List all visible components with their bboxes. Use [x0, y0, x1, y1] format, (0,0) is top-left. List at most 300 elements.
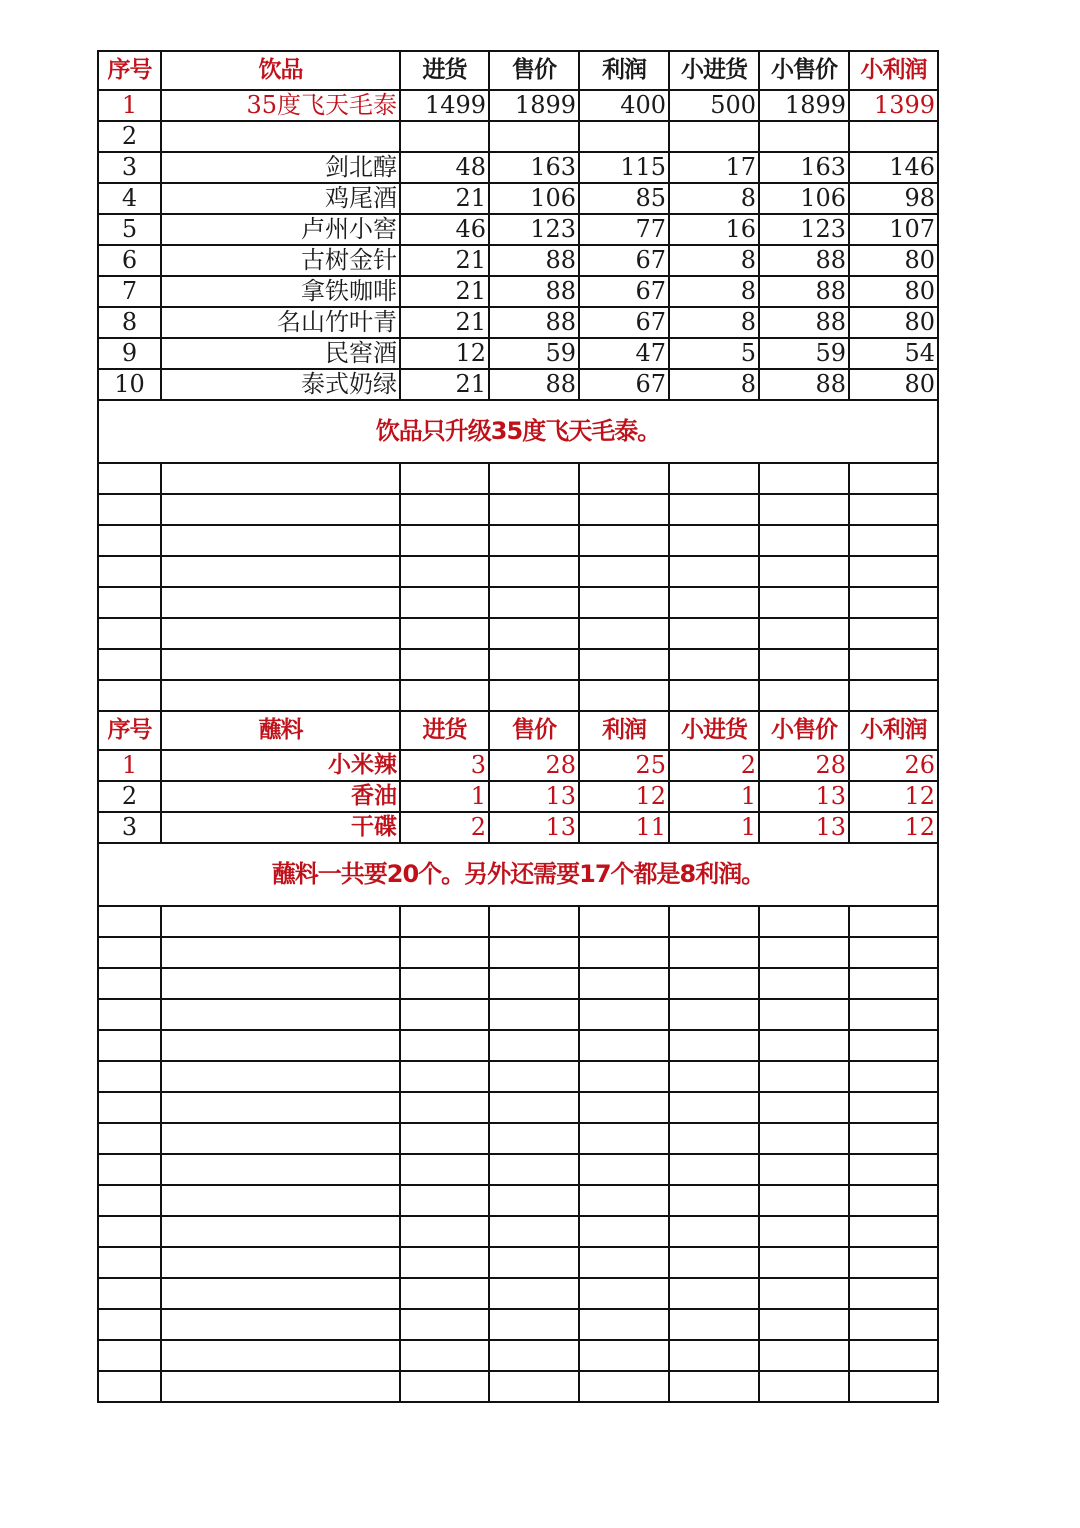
empty-cell[interactable]	[579, 999, 669, 1030]
cell-price[interactable]: 13	[489, 781, 579, 812]
empty-cell[interactable]	[489, 649, 579, 680]
empty-cell[interactable]	[400, 587, 489, 618]
empty-cell[interactable]	[98, 1371, 161, 1402]
empty-cell[interactable]	[849, 1092, 938, 1123]
empty-cell[interactable]	[849, 680, 938, 711]
header-cost[interactable]: 进货	[400, 51, 489, 90]
empty-cell[interactable]	[669, 494, 759, 525]
empty-cell[interactable]	[400, 556, 489, 587]
empty-cell[interactable]	[161, 999, 400, 1030]
empty-cell[interactable]	[98, 587, 161, 618]
header-small-profit[interactable]: 小利润	[849, 51, 938, 90]
cell-price[interactable]: 59	[489, 338, 579, 369]
cell-name[interactable]: 拿铁咖啡	[161, 276, 400, 307]
cell-small-profit[interactable]: 107	[849, 214, 938, 245]
empty-cell[interactable]	[489, 618, 579, 649]
empty-cell[interactable]	[161, 906, 400, 937]
cell-cost[interactable]: 21	[400, 307, 489, 338]
empty-cell[interactable]	[849, 1278, 938, 1309]
empty-cell[interactable]	[400, 494, 489, 525]
empty-cell[interactable]	[400, 1092, 489, 1123]
empty-cell[interactable]	[98, 1154, 161, 1185]
empty-cell[interactable]	[98, 1123, 161, 1154]
empty-cell[interactable]	[759, 999, 849, 1030]
empty-cell[interactable]	[759, 1247, 849, 1278]
cell-small-profit[interactable]: 54	[849, 338, 938, 369]
empty-cell[interactable]	[849, 1154, 938, 1185]
empty-cell[interactable]	[579, 968, 669, 999]
empty-cell[interactable]	[579, 649, 669, 680]
cell-price[interactable]	[489, 121, 579, 152]
empty-cell[interactable]	[161, 1154, 400, 1185]
cell-small-profit[interactable]: 12	[849, 812, 938, 843]
empty-cell[interactable]	[669, 1340, 759, 1371]
empty-cell[interactable]	[98, 999, 161, 1030]
cell-price[interactable]: 28	[489, 750, 579, 781]
cell-price[interactable]: 13	[489, 812, 579, 843]
empty-cell[interactable]	[759, 1309, 849, 1340]
empty-cell[interactable]	[161, 494, 400, 525]
empty-cell[interactable]	[98, 1185, 161, 1216]
empty-cell[interactable]	[161, 1340, 400, 1371]
cell-name[interactable]: 干碟	[161, 812, 400, 843]
empty-cell[interactable]	[489, 937, 579, 968]
cell-profit[interactable]	[579, 121, 669, 152]
empty-cell[interactable]	[161, 1030, 400, 1061]
empty-cell[interactable]	[98, 463, 161, 494]
cell-profit[interactable]: 67	[579, 307, 669, 338]
cell-price[interactable]: 106	[489, 183, 579, 214]
empty-cell[interactable]	[98, 680, 161, 711]
empty-cell[interactable]	[759, 680, 849, 711]
empty-cell[interactable]	[669, 618, 759, 649]
empty-cell[interactable]	[759, 649, 849, 680]
empty-cell[interactable]	[489, 1340, 579, 1371]
empty-cell[interactable]	[759, 1340, 849, 1371]
cell-cost[interactable]: 21	[400, 183, 489, 214]
empty-cell[interactable]	[849, 968, 938, 999]
empty-cell[interactable]	[161, 649, 400, 680]
cell-index[interactable]: 1	[98, 750, 161, 781]
header-cost[interactable]: 进货	[400, 711, 489, 750]
cell-profit[interactable]: 11	[579, 812, 669, 843]
empty-cell[interactable]	[579, 937, 669, 968]
header-drink[interactable]: 饮品	[161, 51, 400, 90]
empty-cell[interactable]	[579, 525, 669, 556]
header-index[interactable]: 序号	[98, 711, 161, 750]
header-index[interactable]: 序号	[98, 51, 161, 90]
empty-cell[interactable]	[400, 1185, 489, 1216]
empty-cell[interactable]	[161, 1278, 400, 1309]
empty-cell[interactable]	[98, 1309, 161, 1340]
empty-cell[interactable]	[489, 1061, 579, 1092]
empty-cell[interactable]	[669, 1092, 759, 1123]
cell-small-cost[interactable]: 1	[669, 781, 759, 812]
cell-small-cost[interactable]: 1	[669, 812, 759, 843]
empty-cell[interactable]	[161, 1371, 400, 1402]
empty-cell[interactable]	[161, 525, 400, 556]
cell-small-profit[interactable]: 80	[849, 276, 938, 307]
empty-cell[interactable]	[849, 1185, 938, 1216]
empty-cell[interactable]	[489, 1185, 579, 1216]
empty-cell[interactable]	[669, 649, 759, 680]
empty-cell[interactable]	[489, 968, 579, 999]
cell-price[interactable]: 88	[489, 307, 579, 338]
empty-cell[interactable]	[849, 494, 938, 525]
empty-cell[interactable]	[759, 1123, 849, 1154]
empty-cell[interactable]	[849, 587, 938, 618]
empty-cell[interactable]	[669, 968, 759, 999]
empty-cell[interactable]	[759, 1216, 849, 1247]
empty-cell[interactable]	[759, 494, 849, 525]
header-price[interactable]: 售价	[489, 711, 579, 750]
empty-cell[interactable]	[579, 494, 669, 525]
cell-cost[interactable]: 46	[400, 214, 489, 245]
empty-cell[interactable]	[849, 1030, 938, 1061]
cell-name[interactable]: 35度飞天毛泰	[161, 90, 400, 121]
empty-cell[interactable]	[759, 968, 849, 999]
cell-small-profit[interactable]: 1399	[849, 90, 938, 121]
empty-cell[interactable]	[400, 1247, 489, 1278]
cell-small-profit[interactable]	[849, 121, 938, 152]
empty-cell[interactable]	[400, 618, 489, 649]
empty-cell[interactable]	[759, 937, 849, 968]
cell-index[interactable]: 2	[98, 121, 161, 152]
empty-cell[interactable]	[400, 999, 489, 1030]
empty-cell[interactable]	[400, 463, 489, 494]
header-small-profit[interactable]: 小利润	[849, 711, 938, 750]
cell-cost[interactable]: 1	[400, 781, 489, 812]
header-price[interactable]: 售价	[489, 51, 579, 90]
empty-cell[interactable]	[98, 1216, 161, 1247]
empty-cell[interactable]	[98, 1092, 161, 1123]
empty-cell[interactable]	[579, 1278, 669, 1309]
cell-cost[interactable]: 3	[400, 750, 489, 781]
empty-cell[interactable]	[161, 1247, 400, 1278]
cell-cost[interactable]: 21	[400, 276, 489, 307]
empty-cell[interactable]	[579, 1092, 669, 1123]
cell-small-price[interactable]: 59	[759, 338, 849, 369]
empty-cell[interactable]	[489, 1247, 579, 1278]
empty-cell[interactable]	[759, 1154, 849, 1185]
cell-index[interactable]: 7	[98, 276, 161, 307]
empty-cell[interactable]	[400, 937, 489, 968]
empty-cell[interactable]	[579, 1185, 669, 1216]
cell-small-cost[interactable]: 8	[669, 183, 759, 214]
cell-index[interactable]: 5	[98, 214, 161, 245]
empty-cell[interactable]	[579, 1030, 669, 1061]
cell-cost[interactable]: 21	[400, 369, 489, 400]
empty-cell[interactable]	[400, 1340, 489, 1371]
empty-cell[interactable]	[489, 494, 579, 525]
empty-cell[interactable]	[489, 1371, 579, 1402]
cell-small-price[interactable]: 123	[759, 214, 849, 245]
empty-cell[interactable]	[489, 1123, 579, 1154]
cell-small-cost[interactable]: 16	[669, 214, 759, 245]
empty-cell[interactable]	[849, 1061, 938, 1092]
empty-cell[interactable]	[98, 649, 161, 680]
empty-cell[interactable]	[98, 1247, 161, 1278]
empty-cell[interactable]	[489, 1030, 579, 1061]
empty-cell[interactable]	[579, 1061, 669, 1092]
cell-small-price[interactable]: 163	[759, 152, 849, 183]
empty-cell[interactable]	[161, 463, 400, 494]
cell-small-profit[interactable]: 146	[849, 152, 938, 183]
cell-profit[interactable]: 47	[579, 338, 669, 369]
empty-cell[interactable]	[400, 1154, 489, 1185]
header-small-price[interactable]: 小售价	[759, 711, 849, 750]
cell-profit[interactable]: 85	[579, 183, 669, 214]
header-sauce[interactable]: 蘸料	[161, 711, 400, 750]
empty-cell[interactable]	[400, 906, 489, 937]
empty-cell[interactable]	[489, 587, 579, 618]
cell-small-price[interactable]: 1899	[759, 90, 849, 121]
empty-cell[interactable]	[489, 1309, 579, 1340]
cell-small-price[interactable]: 88	[759, 369, 849, 400]
cell-cost[interactable]	[400, 121, 489, 152]
empty-cell[interactable]	[669, 999, 759, 1030]
empty-cell[interactable]	[161, 618, 400, 649]
empty-cell[interactable]	[98, 1278, 161, 1309]
empty-cell[interactable]	[669, 1247, 759, 1278]
empty-cell[interactable]	[161, 680, 400, 711]
empty-cell[interactable]	[759, 1030, 849, 1061]
empty-cell[interactable]	[759, 556, 849, 587]
empty-cell[interactable]	[849, 937, 938, 968]
empty-cell[interactable]	[669, 1154, 759, 1185]
header-profit[interactable]: 利润	[579, 51, 669, 90]
empty-cell[interactable]	[669, 1216, 759, 1247]
cell-small-cost[interactable]: 17	[669, 152, 759, 183]
cell-index[interactable]: 10	[98, 369, 161, 400]
empty-cell[interactable]	[759, 1278, 849, 1309]
empty-cell[interactable]	[400, 1371, 489, 1402]
empty-cell[interactable]	[759, 587, 849, 618]
empty-cell[interactable]	[161, 937, 400, 968]
header-profit[interactable]: 利润	[579, 711, 669, 750]
empty-cell[interactable]	[849, 618, 938, 649]
cell-small-profit[interactable]: 98	[849, 183, 938, 214]
empty-cell[interactable]	[849, 1371, 938, 1402]
drinks-note[interactable]: 饮品只升级35度飞天毛泰。	[98, 400, 938, 463]
empty-cell[interactable]	[161, 587, 400, 618]
empty-cell[interactable]	[489, 680, 579, 711]
cell-small-profit[interactable]: 80	[849, 307, 938, 338]
empty-cell[interactable]	[98, 494, 161, 525]
empty-cell[interactable]	[489, 463, 579, 494]
empty-cell[interactable]	[579, 1309, 669, 1340]
cell-index[interactable]: 3	[98, 152, 161, 183]
sauce-note[interactable]: 蘸料一共要20个。另外还需要17个都是8利润。	[98, 843, 938, 906]
cell-profit[interactable]: 115	[579, 152, 669, 183]
cell-name[interactable]: 名山竹叶青	[161, 307, 400, 338]
empty-cell[interactable]	[849, 999, 938, 1030]
empty-cell[interactable]	[579, 1371, 669, 1402]
cell-index[interactable]: 4	[98, 183, 161, 214]
cell-profit[interactable]: 67	[579, 369, 669, 400]
empty-cell[interactable]	[579, 1340, 669, 1371]
empty-cell[interactable]	[489, 1216, 579, 1247]
cell-name[interactable]: 香油	[161, 781, 400, 812]
empty-cell[interactable]	[98, 937, 161, 968]
empty-cell[interactable]	[669, 680, 759, 711]
cell-index[interactable]: 8	[98, 307, 161, 338]
cell-name[interactable]: 小米辣	[161, 750, 400, 781]
empty-cell[interactable]	[579, 1154, 669, 1185]
empty-cell[interactable]	[849, 649, 938, 680]
cell-name[interactable]: 古树金针	[161, 245, 400, 276]
empty-cell[interactable]	[489, 1278, 579, 1309]
empty-cell[interactable]	[489, 525, 579, 556]
cell-small-price[interactable]: 106	[759, 183, 849, 214]
cell-small-profit[interactable]: 12	[849, 781, 938, 812]
empty-cell[interactable]	[579, 463, 669, 494]
empty-cell[interactable]	[579, 680, 669, 711]
cell-small-profit[interactable]: 80	[849, 369, 938, 400]
empty-cell[interactable]	[579, 1247, 669, 1278]
cell-profit[interactable]: 77	[579, 214, 669, 245]
empty-cell[interactable]	[98, 968, 161, 999]
cell-price[interactable]: 163	[489, 152, 579, 183]
empty-cell[interactable]	[161, 1092, 400, 1123]
empty-cell[interactable]	[400, 525, 489, 556]
cell-name[interactable]: 民窖酒	[161, 338, 400, 369]
cell-small-cost[interactable]: 500	[669, 90, 759, 121]
empty-cell[interactable]	[98, 525, 161, 556]
empty-cell[interactable]	[489, 906, 579, 937]
empty-cell[interactable]	[669, 1371, 759, 1402]
empty-cell[interactable]	[759, 906, 849, 937]
empty-cell[interactable]	[161, 556, 400, 587]
empty-cell[interactable]	[579, 556, 669, 587]
cell-name[interactable]	[161, 121, 400, 152]
empty-cell[interactable]	[579, 906, 669, 937]
empty-cell[interactable]	[849, 525, 938, 556]
cell-small-price[interactable]: 88	[759, 276, 849, 307]
header-small-cost[interactable]: 小进货	[669, 711, 759, 750]
empty-cell[interactable]	[849, 1247, 938, 1278]
empty-cell[interactable]	[669, 1030, 759, 1061]
empty-cell[interactable]	[759, 1371, 849, 1402]
cell-profit[interactable]: 12	[579, 781, 669, 812]
cell-name[interactable]: 卢州小窖	[161, 214, 400, 245]
cell-small-cost[interactable]: 2	[669, 750, 759, 781]
empty-cell[interactable]	[400, 968, 489, 999]
empty-cell[interactable]	[161, 1216, 400, 1247]
empty-cell[interactable]	[98, 1061, 161, 1092]
cell-small-price[interactable]: 88	[759, 307, 849, 338]
empty-cell[interactable]	[669, 1123, 759, 1154]
cell-cost[interactable]: 1499	[400, 90, 489, 121]
empty-cell[interactable]	[669, 463, 759, 494]
empty-cell[interactable]	[669, 906, 759, 937]
cell-small-profit[interactable]: 26	[849, 750, 938, 781]
empty-cell[interactable]	[669, 1278, 759, 1309]
empty-cell[interactable]	[849, 1123, 938, 1154]
cell-small-cost[interactable]: 8	[669, 245, 759, 276]
cell-small-price[interactable]: 13	[759, 781, 849, 812]
empty-cell[interactable]	[489, 556, 579, 587]
empty-cell[interactable]	[98, 1030, 161, 1061]
empty-cell[interactable]	[759, 1092, 849, 1123]
empty-cell[interactable]	[98, 1340, 161, 1371]
empty-cell[interactable]	[489, 1154, 579, 1185]
empty-cell[interactable]	[579, 618, 669, 649]
empty-cell[interactable]	[669, 525, 759, 556]
cell-index[interactable]: 2	[98, 781, 161, 812]
empty-cell[interactable]	[759, 463, 849, 494]
empty-cell[interactable]	[400, 1123, 489, 1154]
cell-price[interactable]: 123	[489, 214, 579, 245]
cell-small-cost[interactable]: 8	[669, 276, 759, 307]
cell-small-price[interactable]: 28	[759, 750, 849, 781]
cell-index[interactable]: 9	[98, 338, 161, 369]
empty-cell[interactable]	[400, 1309, 489, 1340]
empty-cell[interactable]	[849, 463, 938, 494]
empty-cell[interactable]	[669, 1309, 759, 1340]
cell-price[interactable]: 1899	[489, 90, 579, 121]
cell-profit[interactable]: 25	[579, 750, 669, 781]
empty-cell[interactable]	[669, 937, 759, 968]
empty-cell[interactable]	[400, 649, 489, 680]
cell-cost[interactable]: 12	[400, 338, 489, 369]
empty-cell[interactable]	[98, 556, 161, 587]
cell-name[interactable]: 泰式奶绿	[161, 369, 400, 400]
empty-cell[interactable]	[98, 906, 161, 937]
cell-index[interactable]: 1	[98, 90, 161, 121]
cell-price[interactable]: 88	[489, 369, 579, 400]
cell-cost[interactable]: 21	[400, 245, 489, 276]
header-small-price[interactable]: 小售价	[759, 51, 849, 90]
cell-name[interactable]: 剑北醇	[161, 152, 400, 183]
empty-cell[interactable]	[579, 1216, 669, 1247]
cell-index[interactable]: 3	[98, 812, 161, 843]
cell-profit[interactable]: 400	[579, 90, 669, 121]
empty-cell[interactable]	[849, 1216, 938, 1247]
empty-cell[interactable]	[849, 906, 938, 937]
empty-cell[interactable]	[669, 1061, 759, 1092]
cell-small-price[interactable]	[759, 121, 849, 152]
cell-small-cost[interactable]: 8	[669, 369, 759, 400]
empty-cell[interactable]	[669, 587, 759, 618]
cell-small-cost[interactable]: 5	[669, 338, 759, 369]
cell-small-price[interactable]: 13	[759, 812, 849, 843]
cell-profit[interactable]: 67	[579, 276, 669, 307]
empty-cell[interactable]	[849, 1340, 938, 1371]
empty-cell[interactable]	[400, 1278, 489, 1309]
cell-index[interactable]: 6	[98, 245, 161, 276]
empty-cell[interactable]	[98, 618, 161, 649]
empty-cell[interactable]	[669, 556, 759, 587]
empty-cell[interactable]	[400, 680, 489, 711]
header-small-cost[interactable]: 小进货	[669, 51, 759, 90]
cell-small-profit[interactable]: 80	[849, 245, 938, 276]
empty-cell[interactable]	[400, 1216, 489, 1247]
empty-cell[interactable]	[849, 1309, 938, 1340]
empty-cell[interactable]	[400, 1030, 489, 1061]
empty-cell[interactable]	[489, 1092, 579, 1123]
empty-cell[interactable]	[759, 525, 849, 556]
cell-small-cost[interactable]: 8	[669, 307, 759, 338]
cell-name[interactable]: 鸡尾酒	[161, 183, 400, 214]
cell-price[interactable]: 88	[489, 245, 579, 276]
empty-cell[interactable]	[161, 1123, 400, 1154]
cell-cost[interactable]: 48	[400, 152, 489, 183]
empty-cell[interactable]	[849, 556, 938, 587]
cell-profit[interactable]: 67	[579, 245, 669, 276]
empty-cell[interactable]	[759, 1061, 849, 1092]
empty-cell[interactable]	[489, 999, 579, 1030]
